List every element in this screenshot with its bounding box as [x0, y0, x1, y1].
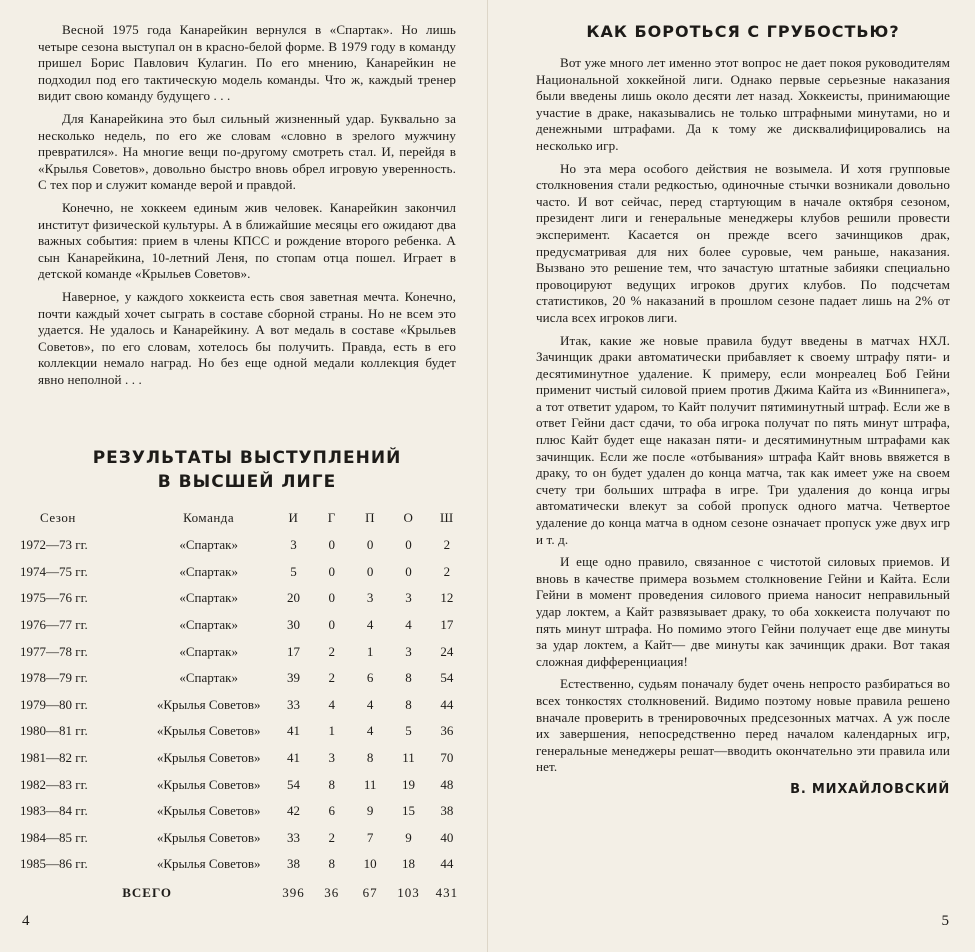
left-article-text	[38, 22, 456, 394]
cell-season: 1982—83 гг.	[20, 776, 88, 792]
cell-games: 33	[286, 829, 300, 845]
left-page	[0, 0, 487, 952]
cell-goals: 2	[328, 670, 336, 686]
results-title-line-1: РЕЗУЛЬТАТЫ ВЫСТУПЛЕНИЙ	[92, 448, 402, 468]
header-points: О	[403, 510, 414, 525]
cell-games: 5	[290, 563, 297, 579]
cell-points: 15	[401, 803, 415, 819]
cell-goals: 1	[328, 723, 336, 739]
cell-games: 20	[286, 590, 300, 606]
cell-goals: 8	[328, 856, 336, 872]
cell-assists: 1	[366, 643, 374, 659]
header-games: И	[288, 510, 299, 525]
cell-points: 3	[405, 590, 412, 606]
page-number-right: 5	[941, 913, 949, 929]
cell-team: «Крылья Советов»	[156, 803, 261, 819]
cell-penalties: 40	[440, 829, 454, 845]
article-title: КАК БОРОТЬСЯ С ГРУБОСТЬЮ?	[586, 22, 900, 41]
cell-season: 1980—81 гг.	[20, 723, 88, 739]
cell-season: 1972—73 гг.	[20, 537, 88, 553]
cell-goals: 0	[328, 537, 336, 553]
cell-games: 41	[286, 750, 300, 766]
cell-points: 5	[405, 723, 412, 739]
cell-season: 1977—78 гг.	[20, 643, 88, 659]
cell-season: 1978—79 гг.	[20, 670, 88, 686]
cell-assists: 0	[366, 563, 374, 579]
cell-season: 1976—77 гг.	[20, 617, 88, 633]
cell-penalties: 44	[440, 696, 454, 712]
results-title	[38, 446, 456, 494]
cell-penalties: 36	[440, 723, 454, 739]
right-paragraph-3: Итак, какие же новые правила будут введены в матчах НХЛ. Зачинщик драки автоматически прибавляет к своему штрафу пяти- и десятиминутное удаление. К примеру, если монреалец Боб Гейни применит чистый силовой прием против Джима Кайта из «Виннипега», а тот ответит ударом, то Кайт получит пятиминутный штраф. Если же в ответ Гейни даст сдачи, то оба игрока получат по пять минут штрафа, плюс Кайт будет еще наказан пяти- и десятиминутным штрафами как зачинщик. Если же после «отбывания» штрафа Кайт вновь ввяжется в драку, то он будет удален до конца матча, так как имеет уже на своем счету три больших штрафа в игре. Три удаления до конца игры автоматически влекут за собой пропуск одного матча. Четвертое удаление до конца матча в одном сезоне означает пропуск уже двух игр и т. д.	[536, 332, 950, 547]
cell-assists: 0	[366, 537, 374, 553]
cell-goals: 2	[328, 643, 336, 659]
total-label: ВСЕГО	[122, 884, 173, 900]
header-goals: Г	[327, 510, 336, 525]
header-season: Сезон	[40, 510, 76, 525]
table-row	[20, 851, 466, 878]
cell-season: 1979—80 гг.	[20, 696, 88, 712]
cell-games: 30	[286, 617, 300, 633]
table-row	[20, 771, 466, 798]
table-row	[20, 825, 466, 852]
cell-penalties: 17	[440, 617, 454, 633]
cell-goals: 2	[328, 829, 336, 845]
header-team: Команда	[183, 510, 235, 525]
cell-assists: 4	[366, 723, 374, 739]
total-penalties: 431	[435, 884, 459, 900]
right-paragraph-5: Естественно, судьям поначалу будет очень непросто разбираться во всех тонкостях столкновений. Видимо поэтому новые правила решено вначале проверить в тренировочных предсезонных матчах. А уж после их завершения, непосредственно перед началом календарных игр, генеральные менеджеры решат—вводить окончательно эти правила или нет.	[536, 676, 950, 775]
table-row	[20, 798, 466, 825]
table-row	[20, 638, 466, 665]
cell-games: 33	[286, 696, 300, 712]
cell-assists: 4	[366, 617, 374, 633]
cell-goals: 0	[328, 563, 336, 579]
right-article	[536, 22, 950, 797]
cell-goals: 0	[328, 617, 336, 633]
cell-assists: 7	[366, 829, 374, 845]
cell-team: «Крылья Советов»	[156, 829, 261, 845]
cell-season: 1983—84 гг.	[20, 803, 88, 819]
cell-goals: 6	[328, 803, 336, 819]
results-table	[20, 504, 466, 908]
cell-assists: 8	[366, 750, 374, 766]
cell-points: 4	[405, 617, 412, 633]
cell-points: 0	[405, 563, 412, 579]
cell-games: 3	[290, 537, 297, 553]
cell-season: 1981—82 гг.	[20, 750, 88, 766]
table-row	[20, 745, 466, 772]
cell-penalties: 24	[440, 643, 454, 659]
cell-assists: 11	[363, 776, 377, 792]
results-table-body	[20, 532, 466, 908]
right-page	[487, 0, 975, 952]
results-title-line-2: В ВЫСШЕЙ ЛИГЕ	[157, 472, 337, 492]
cell-games: 41	[286, 723, 300, 739]
cell-points: 19	[401, 776, 415, 792]
cell-assists: 3	[366, 590, 374, 606]
cell-team: «Крылья Советов»	[156, 776, 261, 792]
left-paragraph-4: Наверное, у каждого хоккеиста есть своя заветная мечта. Конечно, почти каждый хочет сыграть в составе сборной страны. Но не всем это удается. Не удалось и Канарейкину. А вот медаль в составе «Крыльев Советов», по его словам, хотелось бы получить. Правда, есть в его коллекции немало наград. Но без еще одной медали коллекция будет явно неполной . . .	[38, 288, 456, 387]
cell-points: 8	[405, 696, 412, 712]
right-paragraph-2: Но эта мера особого действия не возымела. И хотя групповые столкновения стали редкостью, одиночные стычки возникали довольно часто. И вот сейчас, перед стартующим в начале октября сезоном, президент лиги и генеральные менеджеры клубов решили провести эксперимент. Касается он прежде всего зачинщиков драк, предусматривая для них более суровые, чем раньше, наказания. Вызвано это решение тем, что зачастую штатные забияки специально провоцируют ведущих игроков других клубов. По подсчетам статистиков, 20 % наказаний в прошлом сезоне падает лишь на 2% от числа всех игроков лиги.	[536, 160, 950, 325]
cell-games: 17	[286, 643, 300, 659]
cell-team: «Крылья Советов»	[156, 750, 261, 766]
cell-points: 3	[405, 643, 412, 659]
author-signature: В. МИХАЙЛОВСКИЙ	[790, 781, 950, 797]
cell-goals: 8	[328, 776, 336, 792]
right-paragraph-4: И еще одно правило, связанное с чистотой силовых приемов. И вновь в качестве примера возьмем столкновение Гейни и Кайта. Если Гейни в момент проведения силового приема наносит неправильный удар локтем, а Кайт развязывает драку, то оба хоккеиста получают по пять минут штрафа. Но помимо этого Гейни получает еще две минуты за удар локтем, а Кайт— две минуты как зачинщик драки. Вот такая сложная дифференциация!	[536, 554, 950, 669]
left-paragraph-3: Конечно, не хоккеем единым жив человек. Канарейкин закончил институт физической культуры. А в ближайшие месяцы его ожидают два важных события: прием в члены КПСС и рождение второго ребенка. А сын Канарейкина, 10-летний Леня, по стопам отца пошел. Играет в детской команде «Крыльев Советов».	[38, 199, 456, 282]
cell-team: «Спартак»	[179, 563, 238, 579]
cell-assists: 10	[363, 856, 377, 872]
cell-penalties: 48	[440, 776, 454, 792]
cell-season: 1974—75 гг.	[20, 563, 88, 579]
cell-games: 39	[286, 670, 300, 686]
cell-team: «Крылья Советов»	[156, 856, 261, 872]
total-goals: 36	[324, 884, 340, 900]
table-row	[20, 532, 466, 559]
cell-penalties: 12	[440, 590, 454, 606]
cell-goals: 4	[328, 696, 336, 712]
left-paragraph-1: Весной 1975 года Канарейкин вернулся в «Спартак». Но лишь четыре сезона выступал он в красно-белой форме. В 1979 году в команду пришел Борис Павлович Кулагин. По его мнению, Канарейкин не подходил под его тактическую модель команды. Что ж, каждый тренер видит свою команду будущего . . .	[38, 22, 456, 104]
cell-goals: 0	[328, 590, 336, 606]
cell-points: 8	[405, 670, 412, 686]
cell-season: 1984—85 гг.	[20, 829, 88, 845]
cell-goals: 3	[328, 750, 336, 766]
cell-team: «Спартак»	[179, 670, 238, 686]
table-row	[20, 665, 466, 692]
cell-assists: 4	[366, 696, 374, 712]
cell-team: «Крылья Советов»	[156, 723, 261, 739]
total-points: 103	[397, 884, 420, 900]
total-games: 396	[282, 884, 305, 900]
cell-games: 42	[286, 803, 300, 819]
cell-assists: 9	[366, 803, 374, 819]
cell-penalties: 2	[443, 563, 451, 579]
cell-season: 1985—86 гг.	[20, 856, 88, 872]
total-assists: 67	[362, 884, 378, 900]
table-row	[20, 559, 466, 586]
results-table-header-row	[20, 504, 466, 532]
table-row	[20, 585, 466, 612]
cell-penalties: 38	[440, 803, 454, 819]
cell-team: «Спартак»	[179, 617, 238, 633]
table-total-row	[20, 878, 466, 908]
cell-assists: 6	[366, 670, 374, 686]
cell-points: 0	[405, 537, 412, 553]
header-assists: П	[365, 510, 376, 525]
cell-penalties: 2	[443, 537, 451, 553]
cell-team: «Крылья Советов»	[156, 696, 261, 712]
header-penalties: Ш	[440, 510, 454, 525]
cell-team: «Спартак»	[179, 537, 238, 553]
table-row	[20, 692, 466, 719]
cell-penalties: 70	[440, 750, 454, 766]
right-paragraph-1: Вот уже много лет именно этот вопрос не дает покоя руководителям Национальной хоккейной лиги. Однако первые серьезные наказания были введены лишь около десяти лет назад. Хоккеисты, принимающие участие в драке, наказывались не только штрафными минутами, но и денежными штрафами. Да к тому же дисквалифицировались на несколько игр.	[536, 55, 950, 153]
cell-penalties: 44	[440, 856, 454, 872]
table-row	[20, 718, 466, 745]
cell-penalties: 54	[440, 670, 454, 686]
cell-team: «Спартак»	[179, 643, 238, 659]
page-number-left: 4	[22, 913, 30, 929]
cell-points: 9	[405, 829, 412, 845]
cell-games: 54	[286, 776, 300, 792]
cell-games: 38	[286, 856, 300, 872]
cell-points: 11	[402, 750, 415, 766]
cell-season: 1975—76 гг.	[20, 590, 88, 606]
table-row	[20, 612, 466, 639]
cell-points: 18	[401, 856, 415, 872]
left-paragraph-2: Для Канарейкина это был сильный жизненный удар. Буквально за несколько недель, по его же словам «словно в зрелого мужчину превратился». На многие вещи по-другому смотреть стал. И, перейдя в «Крылья Советов», довольно быстро вновь обрел игровую уверенность. С тех пор и служит команде верой и правдой.	[38, 110, 456, 193]
cell-team: «Спартак»	[179, 590, 238, 606]
